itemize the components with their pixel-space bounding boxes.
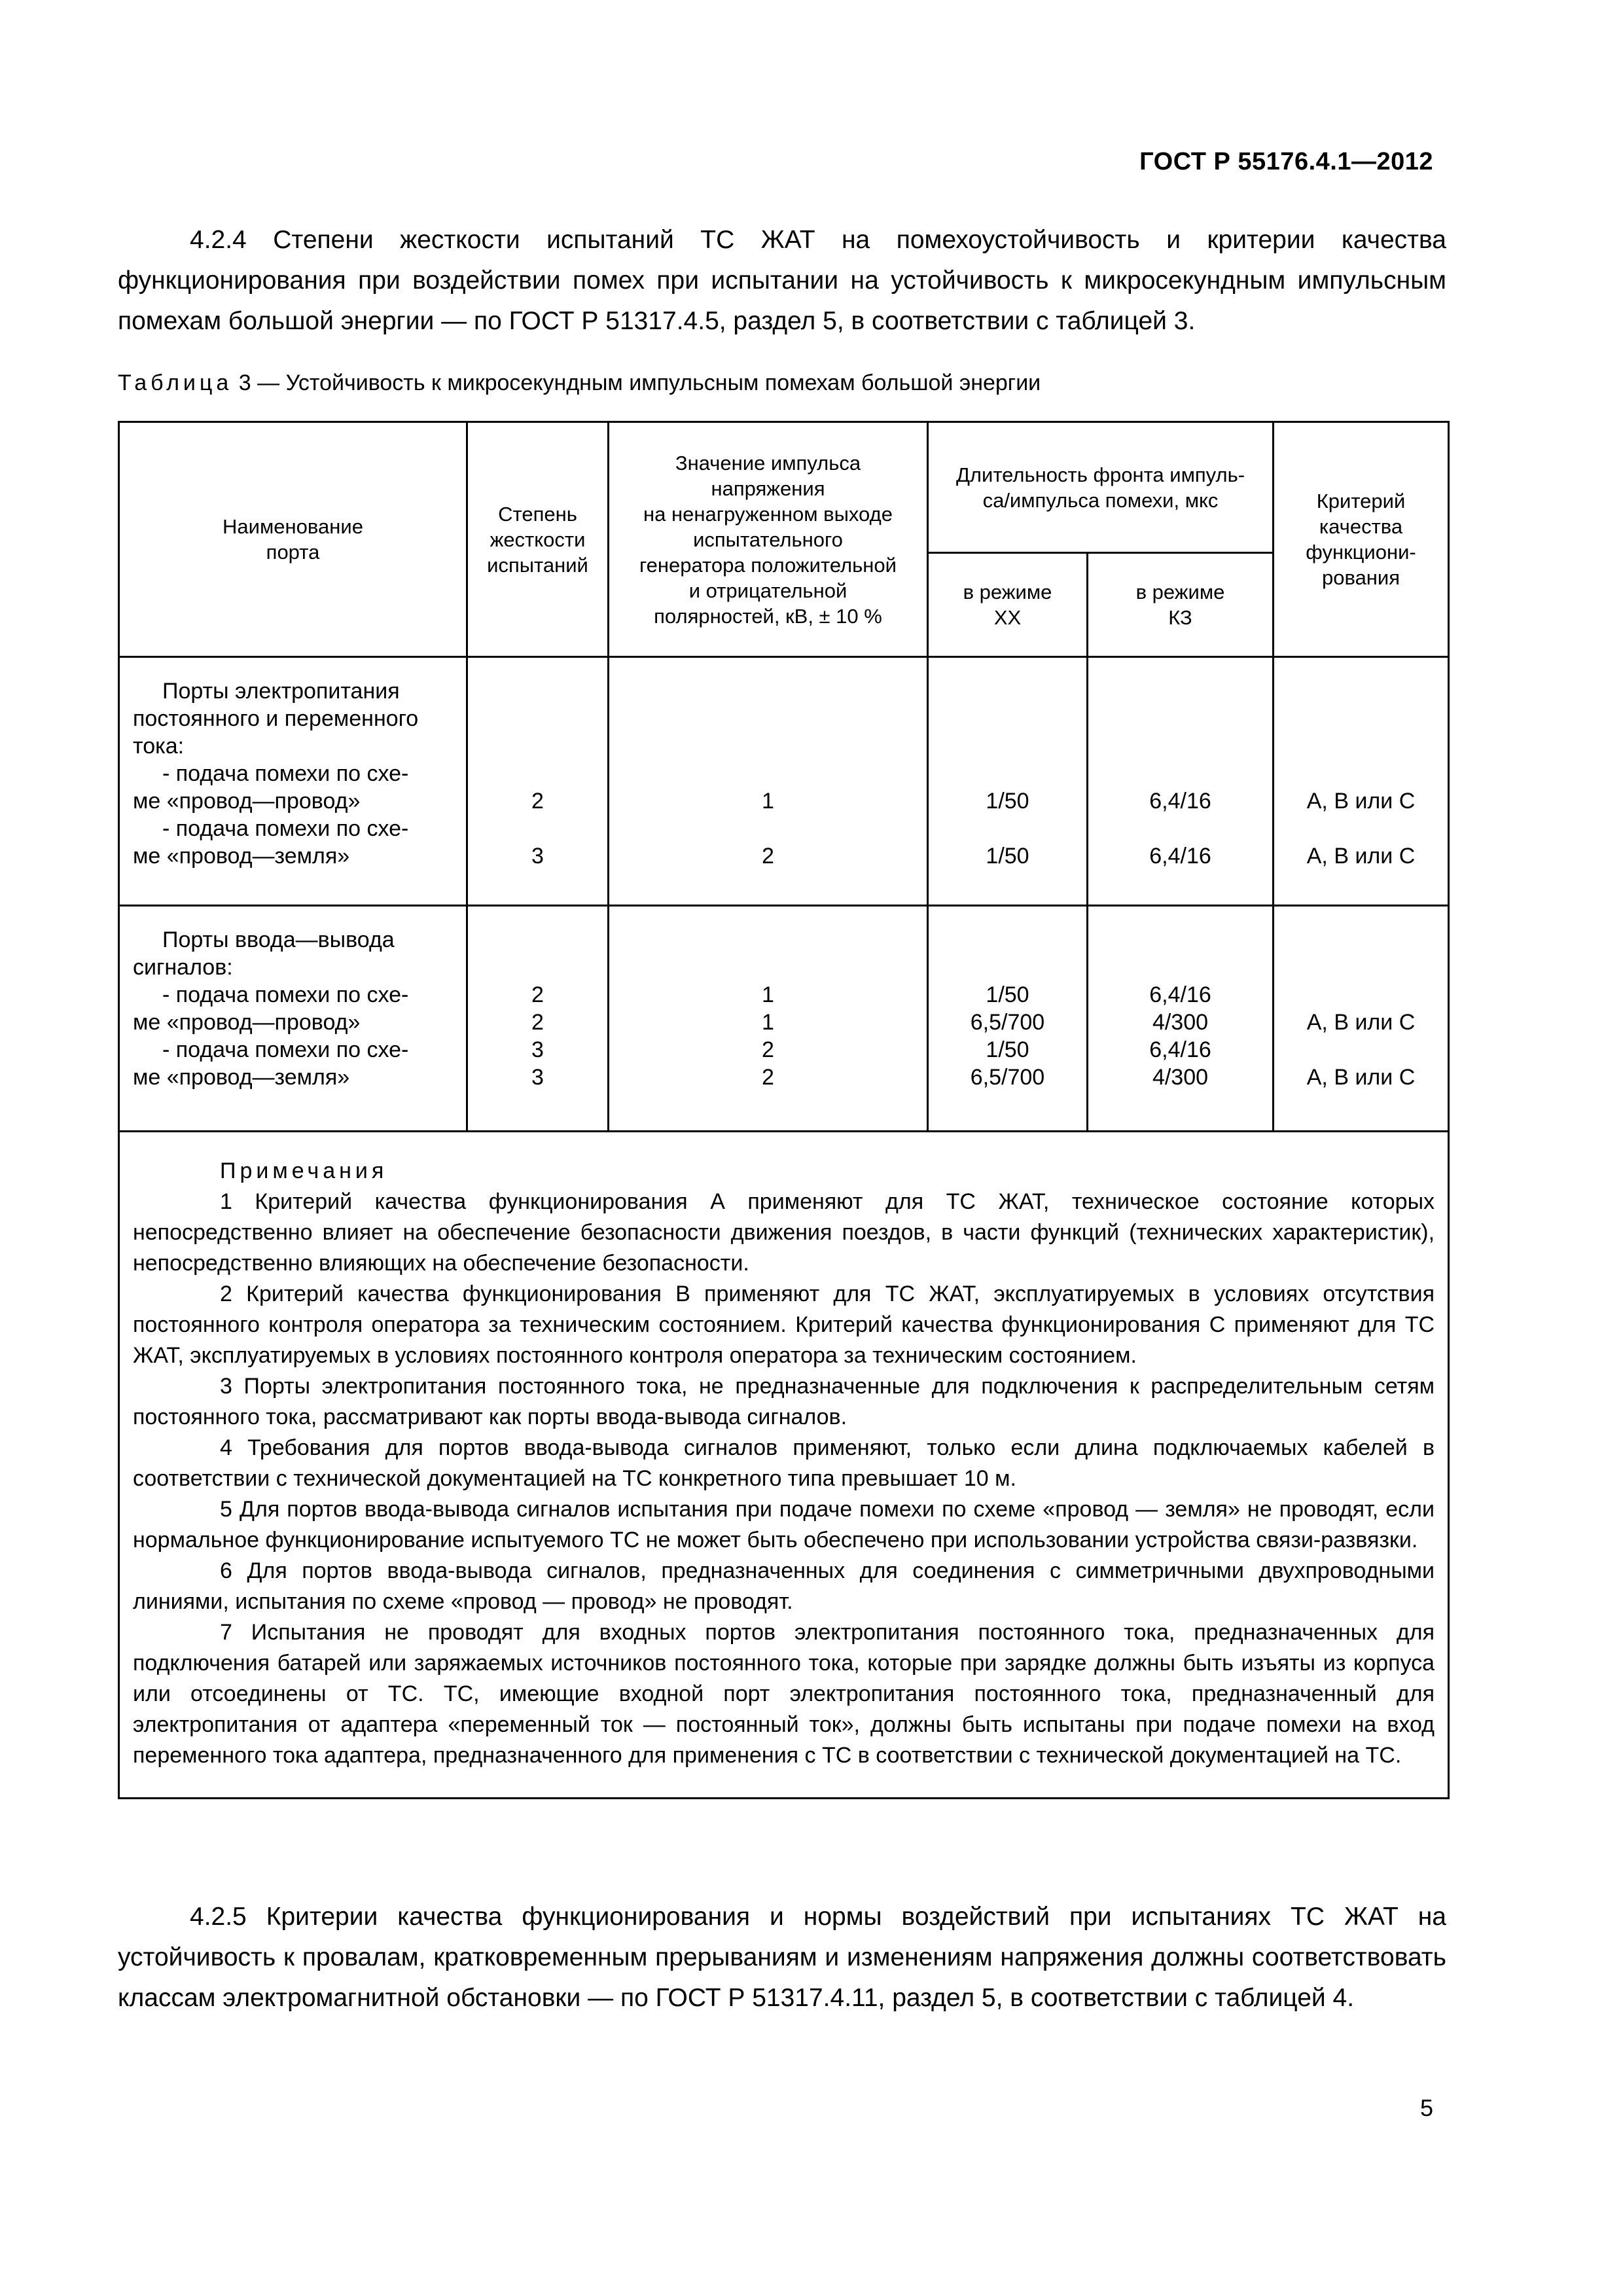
header-criterion: Критерий качества функциони- рования xyxy=(1274,422,1449,657)
note-3: 3 Порты электропитания постоянного тока, не предназначенные для подключения к распределительным сетям постоянного тока, рассматривают как порты ввода-вывода сигналов. xyxy=(133,1374,1435,1429)
signal-ports-severity: 2 2 3 3 xyxy=(467,906,609,1132)
note-7: 7 Испытания не проводят для входных портов электропитания постоянного тока, предназначенных для подключения батарей или заряжаемых источников постоянного тока, которые при зарядке должны быть изъяты из корпуса или отсоединены от ТС. ТС, имеющие входной порт электропитания постоянного тока, предназначенный для электропитания от адаптера «переменный ток — постоянный ток», должны быть испытаны при подаче помехи на вход переменного тока адаптера, предназначенного для применения с ТС в соответствии с технической документацией на ТС. xyxy=(133,1620,1435,1768)
note-1: 1 Критерий качества функционирования А применяют для ТС ЖАТ, техническое состояние которых непосредственно влияет на обеспечение безопасности движения поездов, в части функций (технических характеристик), непосредственно влияющих на обеспечение безопасности. xyxy=(133,1189,1435,1276)
immunity-table xyxy=(118,421,1450,1799)
intro-paragraph: 4.2.4 Степени жесткости испытаний ТС ЖАТ на помехоустойчивость и критерии качества функционирования при воздействии помех при испытании на устойчивость к микросекундным импульсным помехам большой энергии — по ГОСТ Р 51317.4.5, раздел 5, в соответствии с таблицей 3. xyxy=(118,226,1446,335)
power-ports-criterion: А, В или С А, В или С xyxy=(1274,657,1449,906)
table-row-notes xyxy=(119,1132,1449,1799)
note-5: 5 Для портов ввода-вывода сигналов испытания при подаче помехи по схеме «провод — земля» не проводят, если нормальное функционирование испытуемого ТС не может быть обеспечено при использовании устройства связи-развязки. xyxy=(133,1497,1435,1552)
document-code: ГОСТ Р 55176.4.1—2012 xyxy=(1139,148,1433,175)
header-port-name: Наименование порта xyxy=(119,422,467,657)
table-row-power-ports xyxy=(119,657,1449,906)
notes-cell xyxy=(119,1132,1449,1799)
notes-title: Примечания xyxy=(220,1158,388,1183)
table-caption xyxy=(118,370,1041,396)
signal-ports-kz: 6,4/16 4/300 6,4/16 4/300 xyxy=(1088,906,1274,1132)
table-row-signal-ports xyxy=(119,906,1449,1132)
signal-ports-xx: 1/50 6,5/700 1/50 6,5/700 xyxy=(928,906,1088,1132)
closing-paragraph: 4.2.5 Критерии качества функционирования и нормы воздействий при испытаниях ТС ЖАТ на устойчивость к провалам, кратковременным прерываниям и изменениям напряжения должны соответствовать классам электромагнитной обстановки — по ГОСТ Р 51317.4.11, раздел 5, в соответствии с таблицей 4. xyxy=(118,1903,1446,2012)
table-caption-text: 3 — Устойчивость к микросекундным импульсным помехам большой энергии xyxy=(238,370,1041,395)
header-impulse-value: Значение импульса напряжения на ненагруженном выходе испытательного генератора положительной и отрицательной полярностей, кВ, ± 10 % xyxy=(609,422,928,657)
note-4: 4 Требования для портов ввода-вывода сигналов применяют, только если длина подключаемых кабелей в соответствии с технической документацией на ТС конкретного типа превышает 10 м. xyxy=(133,1435,1435,1491)
power-ports-impulse: 1 2 xyxy=(609,657,928,906)
page-number: 5 xyxy=(1419,2094,1433,2121)
power-ports-xx: 1/50 1/50 xyxy=(928,657,1088,906)
header-mode-xx: в режиме ХХ xyxy=(928,553,1088,657)
header-mode-kz: в режиме КЗ xyxy=(1088,553,1274,657)
signal-ports-name: Порты ввода—вывода сигналов: - подача помехи по схе- ме «провод—провод» - подача помехи по схе- ме «провод—земля» xyxy=(119,906,467,1132)
table-caption-label: Таблица xyxy=(118,370,233,395)
power-ports-severity: 2 3 xyxy=(467,657,609,906)
power-ports-name: Порты электропитания постоянного и переменного тока: - подача помехи по схе- ме «провод—провод» - подача помехи по схе- ме «провод—земля» xyxy=(119,657,467,906)
header-front-duration: Длительность фронта импуль- са/импульса помехи, мкс xyxy=(928,422,1274,553)
header-severity: Степень жесткости испытаний xyxy=(467,422,609,657)
power-ports-kz: 6,4/16 6,4/16 xyxy=(1088,657,1274,906)
note-2: 2 Критерий качества функционирования В применяют для ТС ЖАТ, эксплуатируемых в условиях отсутствия постоянного контроля оператора за техническим состоянием. Критерий качества функционирования С применяют для ТС ЖАТ, эксплуатируемых в условиях постоянного контроля оператора за техническим состоянием. xyxy=(133,1282,1435,1368)
note-6: 6 Для портов ввода-вывода сигналов, предназначенных для соединения с симметричными двухпроводными линиями, испытания по схеме «провод — провод» не проводят. xyxy=(133,1558,1435,1614)
signal-ports-impulse: 1 1 2 2 xyxy=(609,906,928,1132)
signal-ports-criterion: А, В или С А, В или С xyxy=(1274,906,1449,1132)
